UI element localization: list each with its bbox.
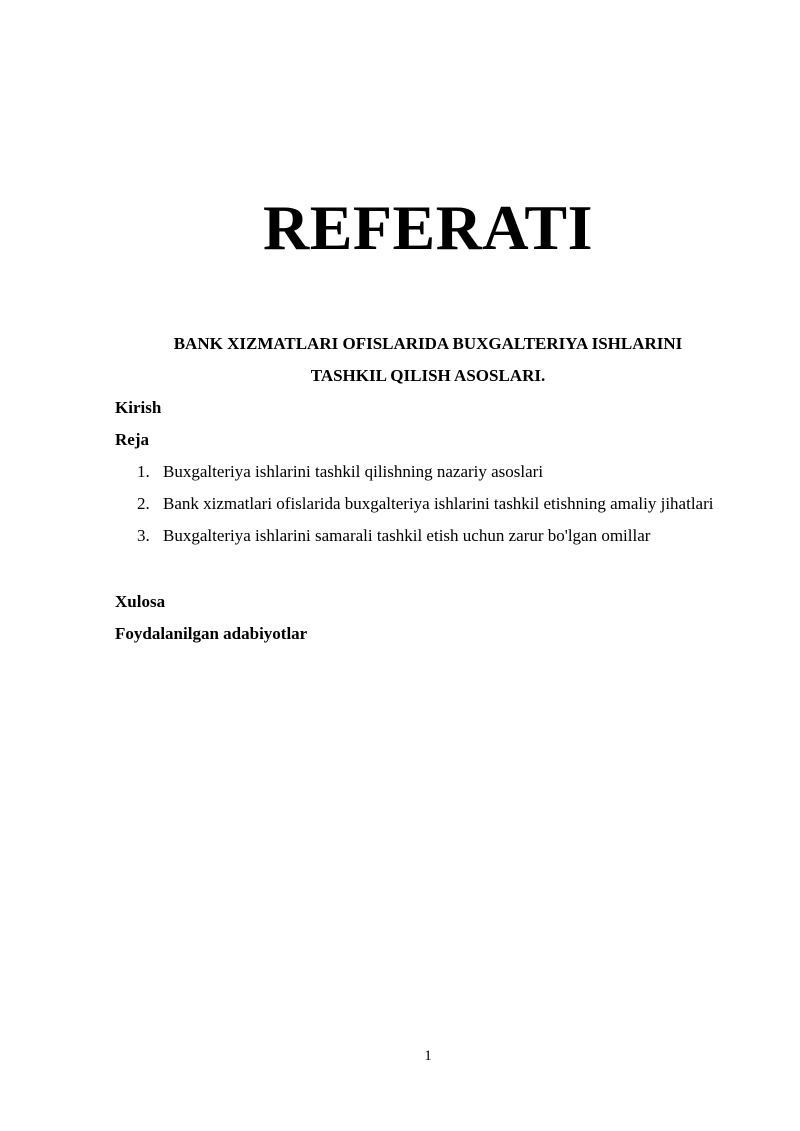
plan-item (115, 520, 741, 552)
page-number: 1 (424, 1048, 432, 1064)
plan-item-number: 2. (137, 494, 150, 513)
subtitle-line-2: TASHKIL QILISH ASOSLARI. (310, 366, 546, 385)
references-heading: Foydalanilgan adabiyotlar (115, 624, 308, 643)
subtitle-line-1: BANK XIZMATLARI OFISLARIDA BUXGALTERIYA ISHLARINI (173, 334, 683, 353)
document-subtitle (115, 328, 741, 392)
document-title: REFERATI (263, 192, 593, 263)
plan-item-number: 3. (137, 526, 150, 545)
conclusion-heading: Xulosa (115, 592, 166, 611)
plan-item-text: Bank xizmatlari ofislarida buxgalteriya ishlarini tashkil etishning amaliy jihatlari (163, 494, 714, 513)
plan-item-text: Buxgalteriya ishlarini samarali tashkil etish uchun zarur bo'lgan omillar (163, 526, 651, 545)
plan-item (115, 488, 741, 520)
plan-item (115, 456, 741, 488)
plan-list (115, 456, 741, 552)
plan-item-text: Buxgalteriya ishlarini tashkil qilishning nazariy asoslari (163, 462, 544, 481)
plan-heading: Reja (115, 430, 149, 449)
intro-heading: Kirish (115, 398, 162, 417)
plan-item-number: 1. (137, 462, 150, 481)
